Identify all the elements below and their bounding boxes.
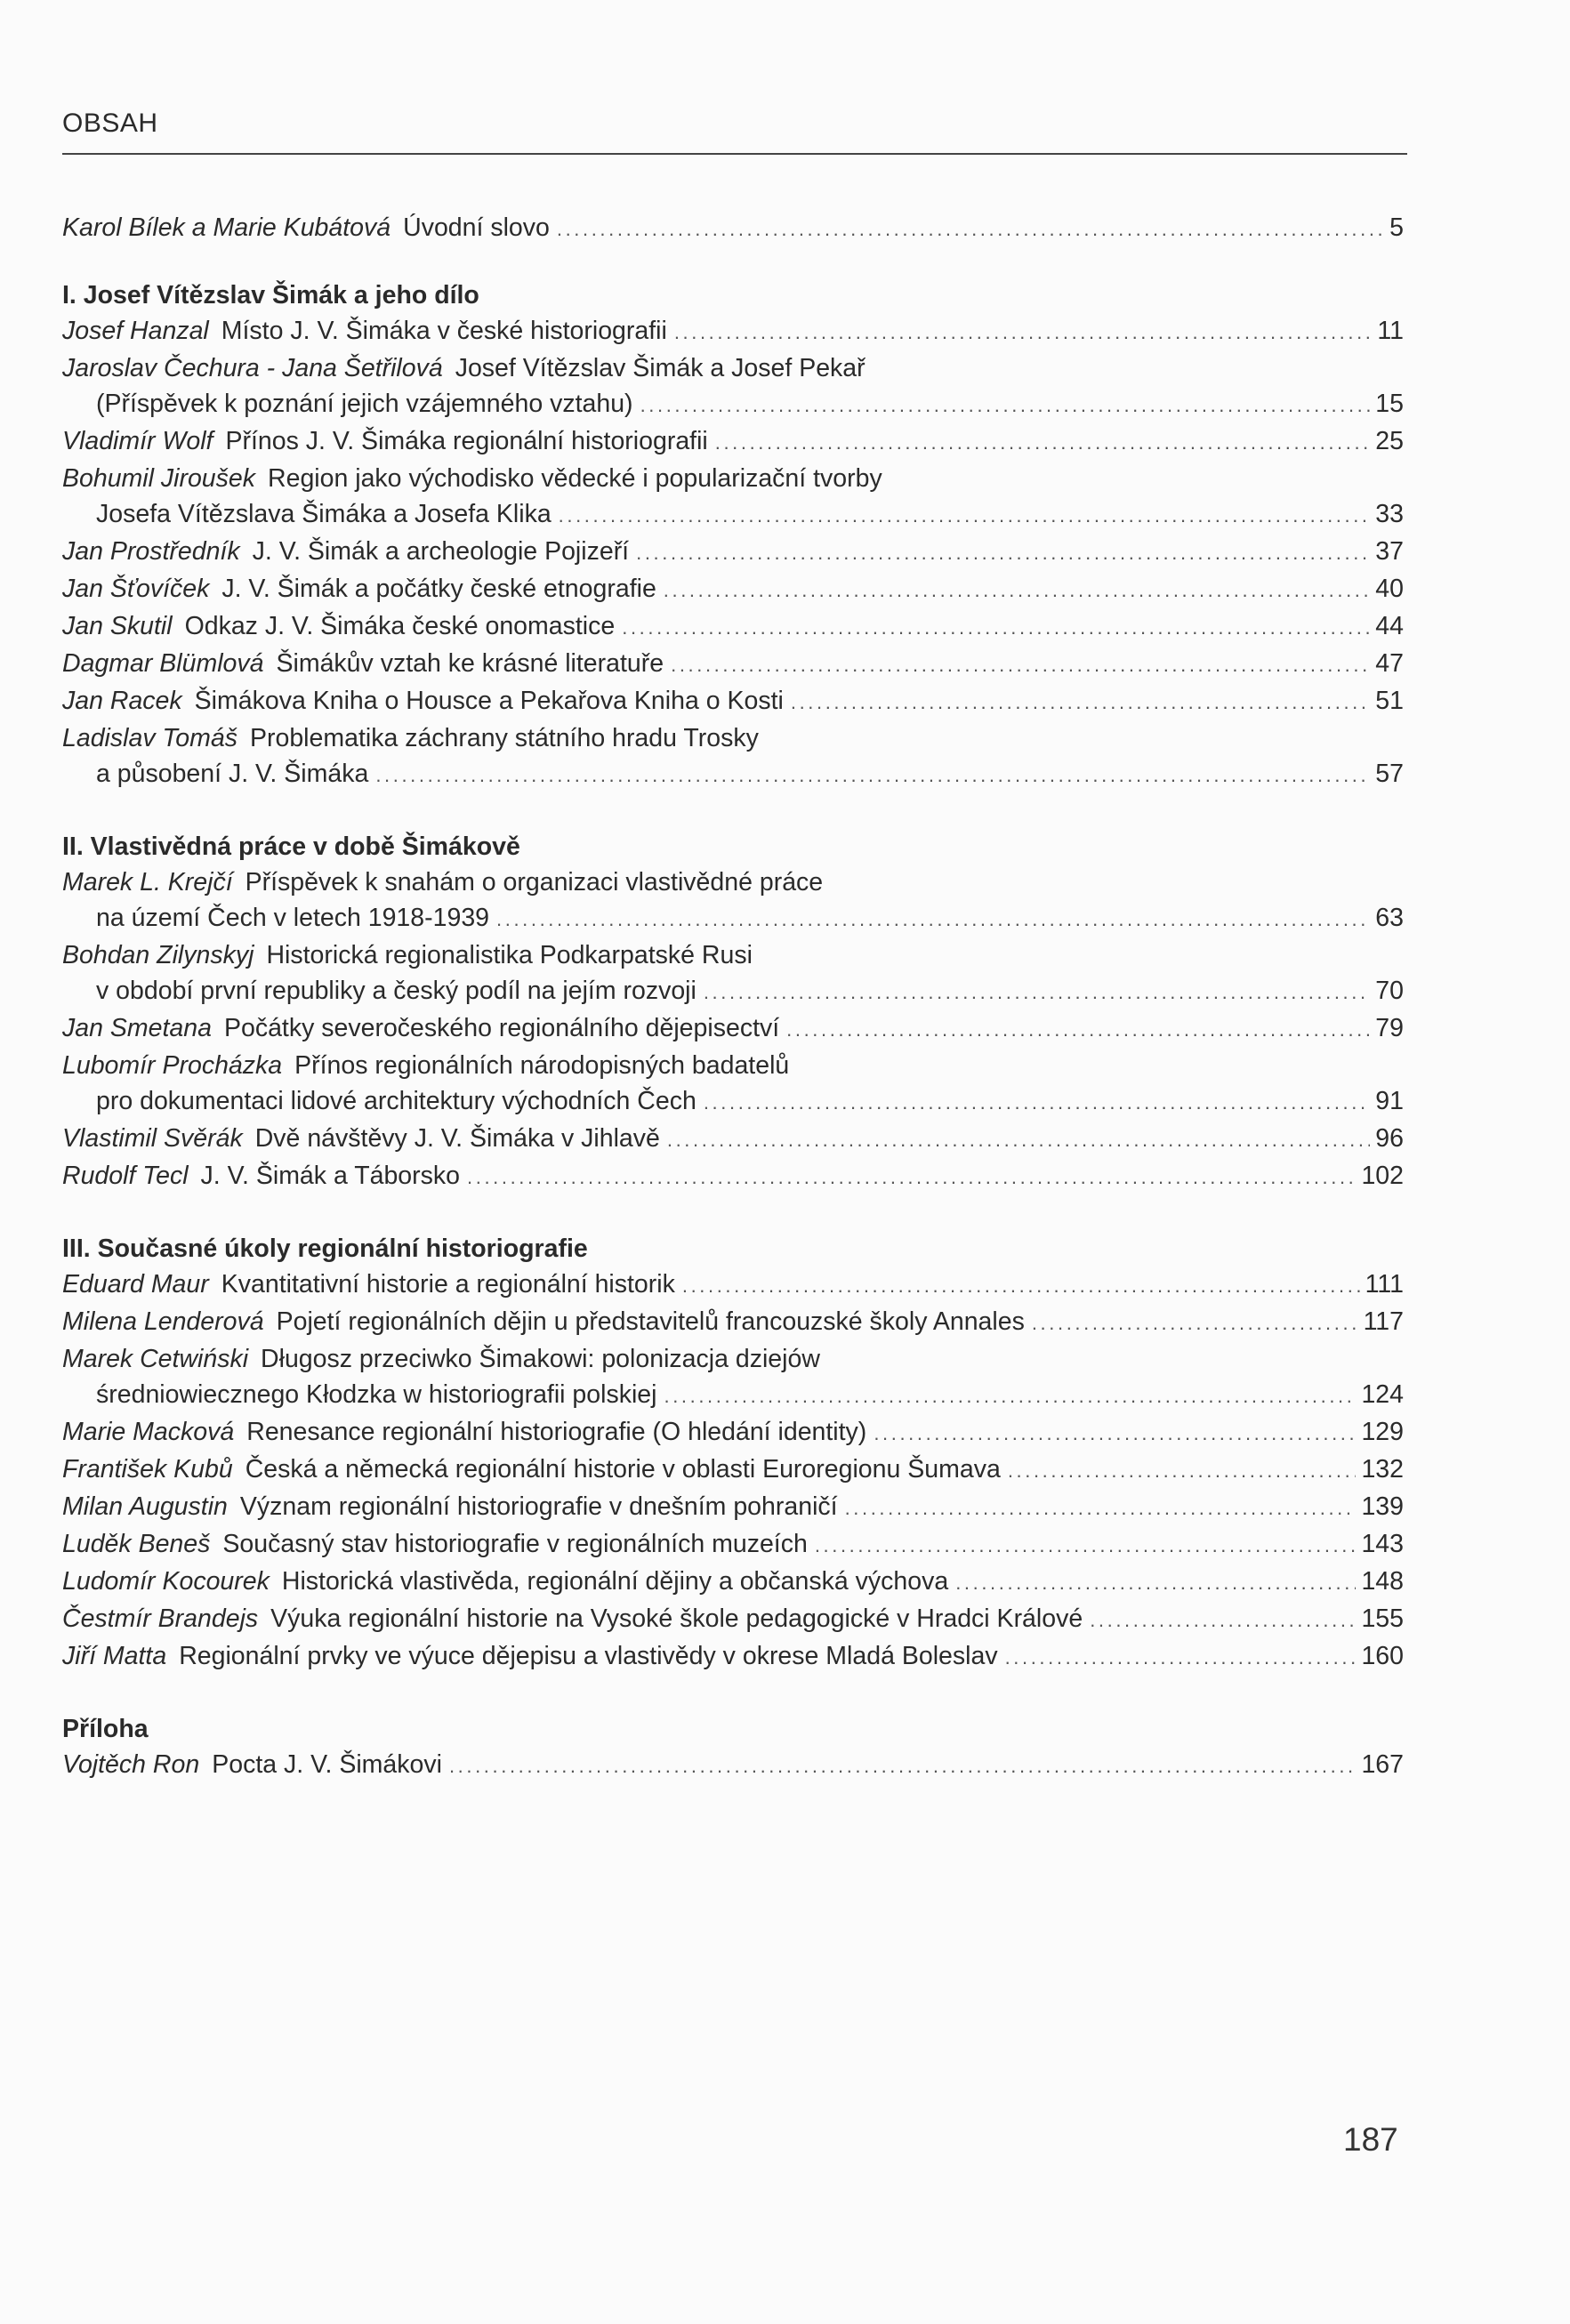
dot-leader: [674, 315, 1373, 350]
entry-author: František Kubů: [62, 1455, 233, 1484]
toc-entry-line: [62, 1564, 1404, 1601]
toc-entry[interactable]: [62, 1489, 1404, 1526]
entry-title: na území Čech v letech 1918-1939: [96, 904, 490, 932]
toc-entry-line: [62, 1304, 1404, 1341]
toc-entry[interactable]: [62, 1341, 1404, 1414]
toc-entry-line: [62, 720, 1404, 756]
toc-entry[interactable]: [62, 864, 1404, 937]
dot-leader: [845, 1491, 1357, 1526]
toc-entry[interactable]: [62, 683, 1404, 720]
entry-author: Jan Prostředník: [62, 537, 240, 566]
entry-title: Úvodní slovo: [403, 213, 550, 242]
entry-title: v období první republiky a český podíl na jejím rozvoji: [96, 977, 696, 1005]
dot-leader: [704, 975, 1370, 1010]
toc-entry-line: [62, 1341, 1404, 1377]
entry-author: Milena Lenderová: [62, 1307, 264, 1336]
dot-leader: [955, 1565, 1356, 1601]
section-heading: III. Současné úkoly regionální historiografie: [62, 1234, 588, 1263]
toc-entry-line: [62, 1158, 1404, 1195]
entry-author: Eduard Maur: [62, 1270, 209, 1299]
toc-entry[interactable]: [62, 1304, 1404, 1341]
entry-page: 124: [1361, 1380, 1404, 1409]
dot-leader: [467, 1160, 1356, 1195]
entry-page: 117: [1363, 1307, 1404, 1336]
dot-leader: [1090, 1603, 1356, 1638]
entry-author: Josef Hanzal: [62, 317, 209, 345]
entry-page: 91: [1375, 1087, 1404, 1115]
dot-leader: [874, 1416, 1356, 1451]
entry-author: Bohdan Zilynskyj: [62, 941, 254, 969]
entry-title: (Příspěvek k poznání jejich vzájemného vztahu): [96, 390, 633, 418]
dot-leader: [1008, 1453, 1357, 1489]
entry-page: 11: [1377, 317, 1404, 345]
toc-entry-line: [62, 1638, 1404, 1676]
dot-leader: [667, 1122, 1370, 1158]
toc-entry-line: [62, 350, 1404, 386]
toc-entry-line: [62, 608, 1404, 646]
section-heading: Příloha: [62, 1715, 149, 1743]
toc-entry-line: [62, 1414, 1404, 1451]
entry-page: 5: [1389, 213, 1404, 242]
entry-author: Rudolf Tecl: [62, 1162, 189, 1190]
entry-author: Vojtěch Ron: [62, 1750, 200, 1779]
toc-entry-line: [62, 646, 1404, 683]
toc-entry-line: [62, 1747, 1404, 1784]
entry-page: 167: [1361, 1750, 1404, 1779]
toc-entry[interactable]: [62, 608, 1404, 646]
entry-title: Długosz przeciwko Šimakowi: polonizacja dziejów: [261, 1345, 820, 1373]
toc-entry-continuation: [62, 1377, 1404, 1414]
entry-title: Odkaz J. V. Šimáka české onomastice: [184, 612, 616, 640]
toc-entry-line: [62, 461, 1404, 496]
entry-author: Jan Skutil: [62, 612, 173, 640]
toc-entry[interactable]: [62, 720, 1404, 793]
entry-title: Dvě návštěvy J. V. Šimáka v Jihlavě: [254, 1124, 660, 1153]
toc-entry[interactable]: [62, 1747, 1404, 1784]
toc-entry-line: [62, 1489, 1404, 1526]
dot-leader: [1032, 1306, 1358, 1341]
toc-entry-intro[interactable]: [62, 210, 1404, 247]
entry-page: 47: [1375, 649, 1404, 678]
entry-author: Bohumil Jiroušek: [62, 464, 256, 493]
entry-page: 37: [1375, 537, 1404, 566]
section-spacer: [62, 793, 1404, 829]
dot-leader: [557, 212, 1384, 247]
toc-entry-line: [62, 1267, 1404, 1304]
dot-leader: [1005, 1640, 1357, 1676]
title-rule: [62, 153, 1407, 155]
toc-entry[interactable]: [62, 1414, 1404, 1451]
entry-title: Šimákův vztah ke krásné literatuře: [276, 649, 664, 678]
toc-entry[interactable]: [62, 1526, 1404, 1564]
entry-page: 160: [1361, 1642, 1404, 1670]
toc-entry-line: [62, 683, 1404, 720]
toc-entry-line: [62, 313, 1404, 350]
toc-entry[interactable]: [62, 1451, 1404, 1489]
toc-entry[interactable]: [62, 1638, 1404, 1676]
entry-author: Milan Augustin: [62, 1492, 228, 1521]
toc-entry[interactable]: [62, 1010, 1404, 1048]
entry-author: Marie Macková: [62, 1418, 235, 1446]
toc-entry[interactable]: [62, 1267, 1404, 1304]
toc-entry[interactable]: [62, 1601, 1404, 1638]
entry-title: Přínos J. V. Šimáka regionální historiografii: [225, 427, 708, 455]
entry-title: Regionální prvky ve výuce dějepisu a vlastivědy v okrese Mladá Boleslav: [179, 1642, 998, 1670]
dot-leader: [791, 685, 1370, 720]
entry-page: 57: [1375, 760, 1404, 788]
dot-leader: [815, 1528, 1357, 1564]
entry-author: Čestmír Brandejs: [62, 1604, 259, 1633]
section-heading: II. Vlastivědná práce v době Šimákově: [62, 832, 520, 861]
entry-author: Luděk Beneš: [62, 1530, 211, 1558]
dot-leader: [664, 573, 1371, 608]
entry-title: Renesance regionální historiografie (O hledání identity): [246, 1418, 867, 1446]
entry-title: Současný stav historiografie v regionálních muzeích: [222, 1530, 808, 1558]
entry-page: 129: [1361, 1418, 1404, 1446]
entry-page: 25: [1375, 427, 1404, 455]
dot-leader: [664, 1379, 1356, 1414]
toc-entry-line: [62, 423, 1404, 461]
toc-entry[interactable]: [62, 1158, 1404, 1195]
dot-leader: [622, 610, 1370, 646]
entry-title: Počátky severočeského regionálního dějepisectví: [223, 1014, 780, 1042]
toc-entry-continuation: [62, 756, 1404, 793]
entry-author: Jiří Matta: [62, 1642, 167, 1670]
entry-author: Jan Smetana: [62, 1014, 212, 1042]
entry-title: Kvantitativní historie a regionální historik: [221, 1270, 675, 1299]
toc-sections: [62, 247, 1404, 1784]
entry-title: J. V. Šimák a archeologie Pojizeří: [252, 537, 630, 566]
entry-title: a působení J. V. Šimáka: [96, 760, 369, 788]
page-title: OBSAH: [62, 109, 158, 138]
toc-entry-line: [62, 1601, 1404, 1638]
entry-title: Význam regionální historiografie v dnešním pohraničí: [239, 1492, 838, 1521]
dot-leader: [640, 388, 1371, 423]
toc-entry-continuation: [62, 386, 1404, 423]
entry-title: Příspěvek k snahám o organizaci vlastivědné práce: [245, 868, 824, 897]
dot-leader: [449, 1749, 1356, 1784]
dot-leader: [375, 758, 1370, 793]
entry-title: Josef Vítězslav Šimák a Josef Pekař: [455, 354, 866, 382]
dot-leader: [786, 1012, 1370, 1048]
toc-entry-continuation: [62, 973, 1404, 1010]
entry-author: Vladimír Wolf: [62, 427, 213, 455]
dot-leader: [682, 1268, 1360, 1304]
toc-entry-line: [62, 1451, 1404, 1489]
toc-entry-line: [62, 1121, 1404, 1158]
entry-author: Jaroslav Čechura - Jana Šetřilová: [62, 354, 443, 382]
entry-author: Jan Racek: [62, 687, 182, 715]
entry-page: 111: [1365, 1270, 1404, 1299]
dot-leader: [559, 498, 1371, 534]
toc-entry-line: [62, 534, 1404, 571]
entry-page: 102: [1361, 1162, 1404, 1190]
toc-entry[interactable]: [62, 423, 1404, 461]
dot-leader: [704, 1085, 1370, 1121]
toc-entry-line: [62, 1526, 1404, 1564]
entry-author: Marek Cetwiński: [62, 1345, 249, 1373]
toc-entry-line: [62, 1048, 1404, 1083]
entry-title: Josefa Vítězslava Šimáka a Josefa Klika: [96, 500, 552, 528]
entry-title: Historická regionalistika Podkarpatské Rusi: [266, 941, 753, 969]
entry-author: Ladislav Tomáš: [62, 724, 238, 752]
entry-author: Lubomír Procházka: [62, 1051, 283, 1080]
section-heading: I. Josef Vítězslav Šimák a jeho dílo: [62, 281, 479, 310]
entry-author: Karol Bílek a Marie Kubátová: [62, 213, 391, 242]
toc-entry[interactable]: [62, 534, 1404, 571]
entry-page: 40: [1375, 575, 1404, 603]
entry-title: Region jako východisko vědecké i popularizační tvorby: [268, 464, 882, 493]
dot-leader: [636, 535, 1370, 571]
entry-title: Česká a německá regionální historie v oblasti Euroregionu Šumava: [245, 1455, 1001, 1484]
entry-title: pro dokumentaci lidové architektury východních Čech: [96, 1087, 696, 1115]
entry-page: 143: [1361, 1530, 1404, 1558]
page-number: 187: [1343, 2121, 1398, 2158]
toc-entry[interactable]: [62, 1121, 1404, 1158]
entry-title: Pojetí regionálních dějin u představitelů francouzské školy Annales: [276, 1307, 1025, 1336]
toc-entry[interactable]: [62, 1564, 1404, 1601]
entry-page: 155: [1361, 1604, 1404, 1633]
toc-entry[interactable]: [62, 937, 1404, 1010]
toc-entry[interactable]: [62, 350, 1404, 423]
entry-title: Pocta J. V. Šimákovi: [212, 1750, 442, 1779]
dot-leader: [671, 647, 1370, 683]
entry-page: 15: [1375, 390, 1404, 418]
entry-page: 70: [1375, 977, 1404, 1005]
entry-title: Historická vlastivěda, regionální dějiny a občanská výchova: [281, 1567, 949, 1596]
toc-entry-line: [62, 864, 1404, 900]
toc-entry-continuation: [62, 900, 1404, 937]
toc-entry[interactable]: [62, 571, 1404, 608]
toc-entry[interactable]: [62, 313, 1404, 350]
section-spacer: [62, 1676, 1404, 1711]
dot-leader: [496, 902, 1370, 937]
entry-title: Místo J. V. Šimáka v české historiografii: [221, 317, 667, 345]
entry-page: 96: [1375, 1124, 1404, 1153]
entry-page: 148: [1361, 1567, 1404, 1596]
entry-page: 132: [1361, 1455, 1404, 1484]
entry-author: Marek L. Krejčí: [62, 868, 233, 897]
toc-entry-line: [62, 937, 1404, 973]
entry-title: J. V. Šimák a Táborsko: [200, 1162, 461, 1190]
entry-page: 33: [1375, 500, 1404, 528]
toc-entry-line: [62, 1010, 1404, 1048]
toc-entry-continuation: [62, 496, 1404, 534]
entry-author: Ludomír Kocourek: [62, 1567, 270, 1596]
entry-title: Šimákova Kniha o Housce a Pekařova Kniha o Kosti: [194, 687, 784, 715]
toc-entry[interactable]: [62, 646, 1404, 683]
dot-leader: [715, 425, 1371, 461]
entry-page: 139: [1361, 1492, 1404, 1521]
entry-author: Jan Šťovíček: [62, 575, 210, 603]
toc-entry-line: [62, 571, 1404, 608]
section-spacer: [62, 1195, 1404, 1231]
entry-title: średniowiecznego Kłodzka w historiografii polskiej: [96, 1380, 657, 1409]
section-spacer: [62, 247, 1404, 277]
entry-page: 51: [1375, 687, 1404, 715]
entry-page: 63: [1375, 904, 1404, 932]
entry-title: Přínos regionálních národopisných badatelů: [294, 1051, 790, 1080]
entry-author: Dagmar Blümlová: [62, 649, 264, 678]
entry-author: Vlastimil Svěrák: [62, 1124, 243, 1153]
entry-page: 79: [1375, 1014, 1404, 1042]
toc-entry[interactable]: [62, 461, 1404, 534]
toc-entry[interactable]: [62, 1048, 1404, 1121]
table-of-contents: [62, 210, 1404, 1784]
toc-entry-continuation: [62, 1083, 1404, 1121]
entry-page: 44: [1375, 612, 1404, 640]
entry-title: Problematika záchrany státního hradu Trosky: [249, 724, 759, 752]
entry-title: Výuka regionální historie na Vysoké škole pedagogické v Hradci Králové: [270, 1604, 1083, 1633]
entry-title: J. V. Šimák a počátky české etnografie: [221, 575, 656, 603]
